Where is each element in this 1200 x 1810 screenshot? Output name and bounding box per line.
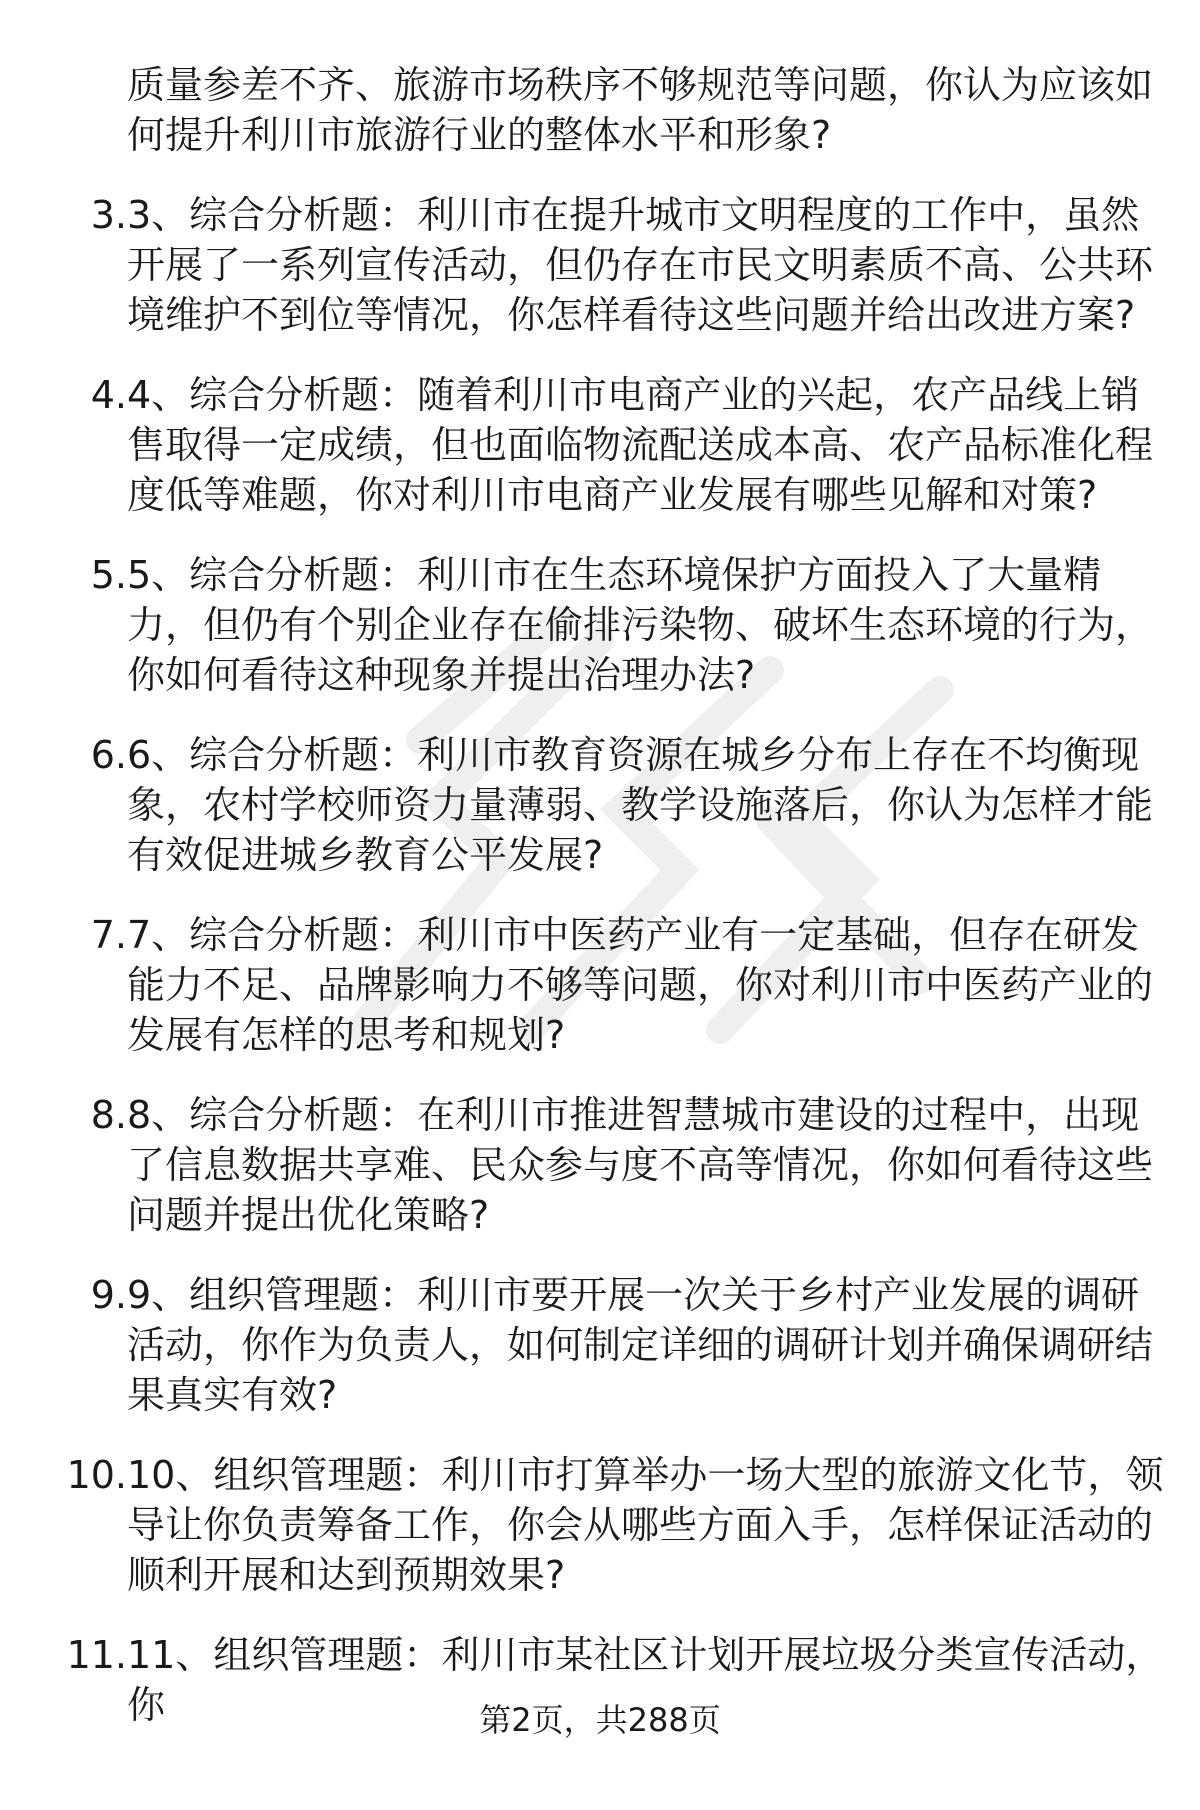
- list-item: [0, 190, 1200, 370]
- list-item: [0, 1270, 1200, 1450]
- continuation-paragraph: 质量参差不齐、旅游市场秩序不够规范等问题，你认为应该如何提升利川市旅游行业的整体水平和形象?: [127, 63, 1154, 157]
- question-text: 8、综合分析题：在利川市推进智慧城市建设的过程中，出现了信息数据共享难、民众参与度不高等情况，你如何看待这些问题并提出优化策略?: [127, 1093, 1154, 1237]
- list-number: 8.: [90, 1093, 127, 1137]
- question-text: 7、综合分析题：利川市中医药产业有一定基础，但存在研发能力不足、品牌影响力不够等问题，你对利川市中医药产业的发展有怎样的思考和规划?: [127, 913, 1154, 1057]
- question-text: 5、综合分析题：利川市在生态环境保护方面投入了大量精力，但仍有个别企业存在偷排污染物、破坏生态环境的行为，你如何看待这种现象并提出治理办法?: [127, 553, 1154, 697]
- list-number: 6.: [90, 733, 127, 777]
- list-number: 3.: [90, 193, 127, 237]
- list-item: [0, 1450, 1200, 1630]
- question-text: 6、综合分析题：利川市教育资源在城乡分布上存在不均衡现象，农村学校师资力量薄弱、教学设施落后，你认为怎样才能有效促进城乡教育公平发展?: [127, 733, 1154, 877]
- question-list: [0, 190, 1200, 1810]
- list-number: 7.: [90, 913, 127, 957]
- list-item: [0, 370, 1200, 550]
- list-number: 11.: [66, 1633, 127, 1677]
- list-number: 5.: [90, 553, 127, 597]
- list-item: [0, 730, 1200, 910]
- question-text: 3、综合分析题：利川市在提升城市文明程度的工作中，虽然开展了一系列宣传活动，但仍存在市民文明素质不高、公共环境维护不到位等情况，你怎样看待这些问题并给出改进方案?: [127, 193, 1154, 337]
- list-number: 9.: [90, 1273, 127, 1317]
- list-item: [0, 1090, 1200, 1270]
- list-number: 4.: [90, 373, 127, 417]
- list-item: [0, 910, 1200, 1090]
- question-text: 11、组织管理题：利川市某社区计划开展垃圾分类宣传活动，你: [127, 1633, 1164, 1727]
- list-item: [0, 550, 1200, 730]
- page-footer: 第2页，共288页: [479, 1701, 721, 1739]
- question-text: 9、组织管理题：利川市要开展一次关于乡村产业发展的调研活动，你作为负责人，如何制定详细的调研计划并确保调研结果真实有效?: [127, 1273, 1154, 1417]
- list-number: 10.: [66, 1453, 127, 1497]
- question-text: 10、组织管理题：利川市打算举办一场大型的旅游文化节，领导让你负责筹备工作，你会从哪些方面入手，怎样保证活动的顺利开展和达到预期效果?: [127, 1453, 1164, 1597]
- question-text: 4、综合分析题：随着利川市电商产业的兴起，农产品线上销售取得一定成绩，但也面临物流配送成本高、农产品标准化程度低等难题，你对利川市电商产业发展有哪些见解和对策?: [127, 373, 1154, 517]
